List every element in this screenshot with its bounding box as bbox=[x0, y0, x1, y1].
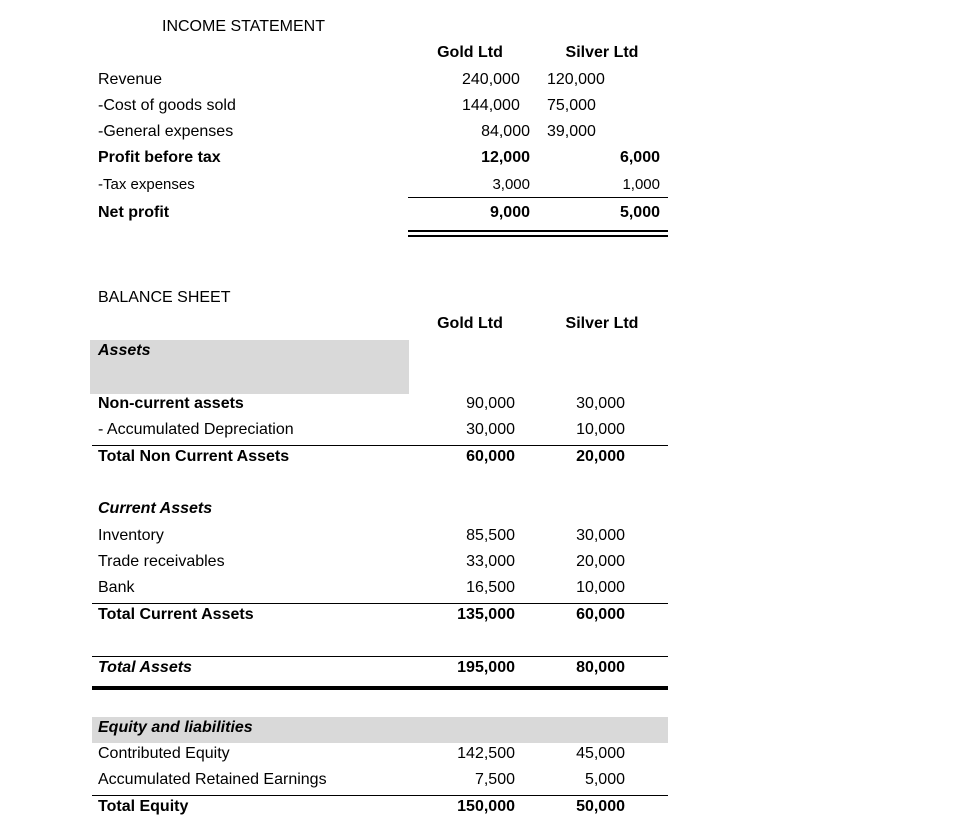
bs-row-label: - Accumulated Depreciation bbox=[98, 421, 294, 438]
is-row-silver: 120,000 bbox=[547, 71, 605, 88]
bs-row-gold: 142,500 bbox=[457, 745, 515, 762]
is-row-gold: 240,000 bbox=[462, 71, 520, 88]
bs-row-label: Contributed Equity bbox=[98, 745, 230, 762]
bs-row-gold: 30,000 bbox=[466, 421, 515, 438]
bs-row-silver: 5,000 bbox=[584, 771, 625, 788]
bs-row-gold: 150,000 bbox=[457, 798, 515, 815]
total-assets-rule bbox=[92, 656, 668, 657]
subtotal-rule bbox=[92, 795, 668, 796]
bs-row-label: Total Current Assets bbox=[98, 606, 254, 623]
subtotal-rule bbox=[408, 197, 668, 198]
bs-row-label: Total Equity bbox=[98, 798, 189, 815]
bs-header-gold: Gold Ltd bbox=[437, 315, 503, 332]
bs-row-silver: 20,000 bbox=[576, 553, 625, 570]
is-row-gold: 84,000 bbox=[481, 123, 530, 140]
is-row-silver: 1,000 bbox=[622, 176, 660, 193]
is-header-silver: Silver Ltd bbox=[565, 44, 639, 61]
bs-row-label: Accumulated Retained Earnings bbox=[98, 771, 327, 788]
is-row-label: -General expenses bbox=[98, 123, 234, 140]
bs-header-silver: Silver Ltd bbox=[565, 315, 639, 332]
balance-sheet-title: BALANCE SHEET bbox=[98, 289, 231, 306]
is-header-gold: Gold Ltd bbox=[437, 44, 503, 61]
is-row-label: -Cost of goods sold bbox=[98, 97, 236, 114]
thick-rule bbox=[92, 686, 668, 690]
equity-heading: Equity and liabilities bbox=[98, 719, 253, 736]
is-row-gold: 144,000 bbox=[462, 97, 520, 114]
bs-row-label: Non-current assets bbox=[98, 395, 244, 412]
assets-heading: Assets bbox=[98, 342, 151, 359]
bs-row-gold: 60,000 bbox=[466, 448, 515, 465]
bs-row-silver: 30,000 bbox=[576, 395, 625, 412]
is-row-label: Net profit bbox=[98, 204, 170, 221]
bs-row-gold: 135,000 bbox=[457, 606, 515, 623]
subtotal-rule bbox=[92, 445, 668, 446]
bs-row-silver: 30,000 bbox=[576, 527, 625, 544]
is-row-label: Profit before tax bbox=[98, 149, 221, 166]
is-row-silver: 39,000 bbox=[547, 123, 596, 140]
bs-row-gold: 195,000 bbox=[457, 659, 515, 676]
bs-row-gold: 85,500 bbox=[466, 527, 515, 544]
bs-row-silver: 60,000 bbox=[576, 606, 625, 623]
bs-row-silver: 45,000 bbox=[576, 745, 625, 762]
income-statement-title: INCOME STATEMENT bbox=[162, 18, 325, 35]
is-row-gold: 12,000 bbox=[481, 149, 530, 166]
bs-row-silver: 50,000 bbox=[576, 798, 625, 815]
bs-row-label: Inventory bbox=[98, 527, 164, 544]
bs-row-gold: 16,500 bbox=[466, 579, 515, 596]
is-row-label: -Tax expenses bbox=[98, 176, 195, 193]
bs-row-gold: 7,500 bbox=[474, 771, 515, 788]
bs-row-silver: 20,000 bbox=[576, 448, 625, 465]
bs-row-silver: 10,000 bbox=[576, 579, 625, 596]
double-rule-bottom bbox=[408, 235, 668, 237]
is-row-gold: 3,000 bbox=[492, 176, 530, 193]
subtotal-rule bbox=[92, 603, 668, 604]
is-row-silver: 5,000 bbox=[619, 204, 660, 221]
bs-row-gold: 90,000 bbox=[466, 395, 515, 412]
current-assets-heading: Current Assets bbox=[98, 500, 213, 517]
is-row-label: Revenue bbox=[98, 71, 163, 88]
bs-row-label: Bank bbox=[98, 579, 135, 596]
bs-row-label: Total Assets bbox=[98, 659, 192, 676]
bs-row-silver: 10,000 bbox=[576, 421, 625, 438]
is-row-gold: 9,000 bbox=[489, 204, 530, 221]
bs-row-silver: 80,000 bbox=[576, 659, 625, 676]
bs-row-label: Total Non Current Assets bbox=[98, 448, 290, 465]
bs-row-label: Trade receivables bbox=[98, 553, 225, 570]
bs-row-gold: 33,000 bbox=[466, 553, 515, 570]
double-rule-top bbox=[408, 230, 668, 232]
is-row-silver: 75,000 bbox=[547, 97, 596, 114]
is-row-silver: 6,000 bbox=[619, 149, 660, 166]
